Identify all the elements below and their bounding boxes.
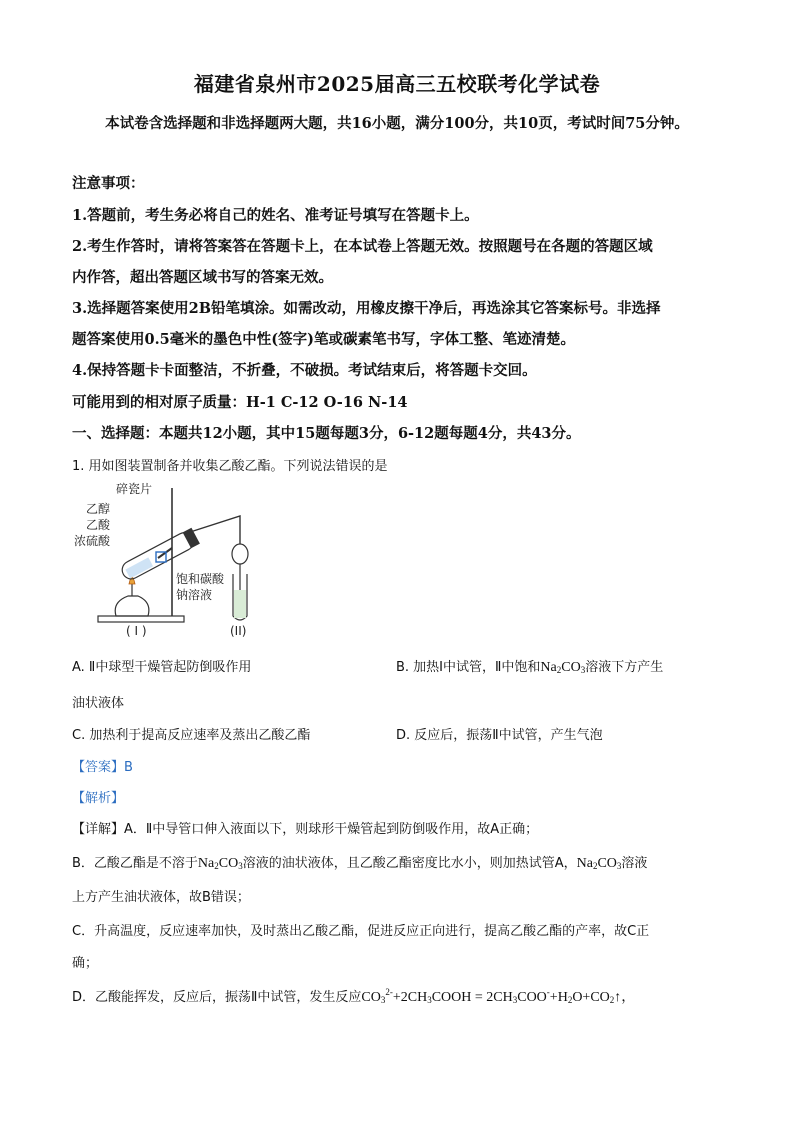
formula-na2co3: $Na_2CO_3$ <box>576 856 622 871</box>
explain-c-line-1: C．升高温度，反应速率加快，及时蒸出乙酸乙酯，促进反应正向进行，提高乙酸乙酯的产率，故C正 <box>72 924 650 939</box>
note-item-3-cont: 题答案使用0.5毫米的墨色中性(签字)笔或碳素笔书写，字体工整、笔迹清楚。 <box>72 331 575 348</box>
label-solution-line-2: 钠溶液 <box>176 588 213 602</box>
apparatus-figure <box>72 478 272 648</box>
explain-d-line-1 <box>72 986 635 1006</box>
reaction-equation: $CO_3^{2-}+2CH_3COOH$ = $2CH_3COO^-+H_2O+CO_2↑$， <box>361 987 636 1005</box>
section-heading: 一、选择题：本题共12小题，其中15题每题3分，6-12题每题4分，共43分。 <box>72 425 581 442</box>
explain-detail: 【详解】A．Ⅱ中导管口伸入液面以下，则球形干燥管起到防倒吸作用，故A正确； <box>72 822 539 837</box>
explain-d-text: D．乙酸能挥发，反应后，振荡Ⅱ中试管，发生反应 <box>72 990 362 1005</box>
note-item-4: 4.保持答题卡卡面整洁，不折叠，不破损。考试结束后，将答题卡交回。 <box>72 362 537 379</box>
atomic-masses: 可能用到的相对原子质量：H-1 C-12 O-16 N-14 <box>72 394 408 411</box>
option-a: A. Ⅱ中球型干燥管起防倒吸作用 <box>72 660 252 675</box>
answer-label: 【答案】B <box>72 760 133 775</box>
explain-b-text-end: 溶液 <box>621 856 648 871</box>
option-b-continued: 油状液体 <box>72 696 125 711</box>
exam-title: 福建省泉州市2025届高三五校联考化学试卷 <box>193 72 601 96</box>
note-item-2: 2.考生作答时，请将答案答在答题卡上，在本试卷上答题无效。按照题号在各题的答题区域 <box>72 238 653 255</box>
note-item-3: 3.选择题答案使用2B铅笔填涂。如需改动，用橡皮擦干净后，再选涂其它答案标号。非选择 <box>72 300 661 317</box>
label-solution-line-1: 饱和碳酸 <box>176 572 225 586</box>
label-chips: 碎瓷片 <box>116 482 153 496</box>
notes-heading: 注意事项： <box>72 175 145 192</box>
option-b <box>396 656 663 676</box>
note-item-2-cont: 内作答，超出答题区域书写的答案无效。 <box>72 269 333 286</box>
label-acetic-acid: 乙酸 <box>86 518 111 532</box>
explain-b-text: B．乙酸乙酯是不溶于 <box>72 856 198 871</box>
question-1-stem: 1. 用如图装置制备并收集乙酸乙酯。下列说法错误的是 <box>72 459 388 474</box>
formula-na2co3: $Na_2CO_3$ <box>540 660 586 675</box>
label-sulfuric-acid: 浓硫酸 <box>74 534 111 548</box>
label-apparatus-I: ( I ) <box>126 624 147 638</box>
option-b-text: B. 加热Ⅰ中试管，Ⅱ中饱和 <box>396 660 541 675</box>
option-c: C. 加热利于提高反应速率及蒸出乙酸乙酯 <box>72 728 311 743</box>
exam-intro: 本试卷含选择题和非选择题两大题，共16小题，满分100分，共10页，考试时间75分钟。 <box>105 115 689 132</box>
option-d: D. 反应后，振荡Ⅱ中试管，产生气泡 <box>396 728 603 743</box>
analysis-label: 【解析】 <box>72 791 125 806</box>
explain-b-line-1 <box>72 852 647 872</box>
option-b-text-end: 溶液下方产生 <box>585 660 664 675</box>
formula-na2co3: $Na_2CO_3$ <box>197 856 243 871</box>
label-apparatus-II: (II) <box>230 624 247 638</box>
explain-b-text-mid: 溶液的油状液体，且乙酸乙酯密度比水小，则加热试管A， <box>242 856 577 871</box>
explain-b-line-2: 上方产生油状液体，故B错误； <box>72 890 250 905</box>
label-ethanol: 乙醇 <box>86 502 111 516</box>
note-item-1: 1.答题前，考生务必将自己的姓名、准考证号填写在答题卡上。 <box>72 207 479 224</box>
explain-c-line-2: 确； <box>72 956 99 971</box>
